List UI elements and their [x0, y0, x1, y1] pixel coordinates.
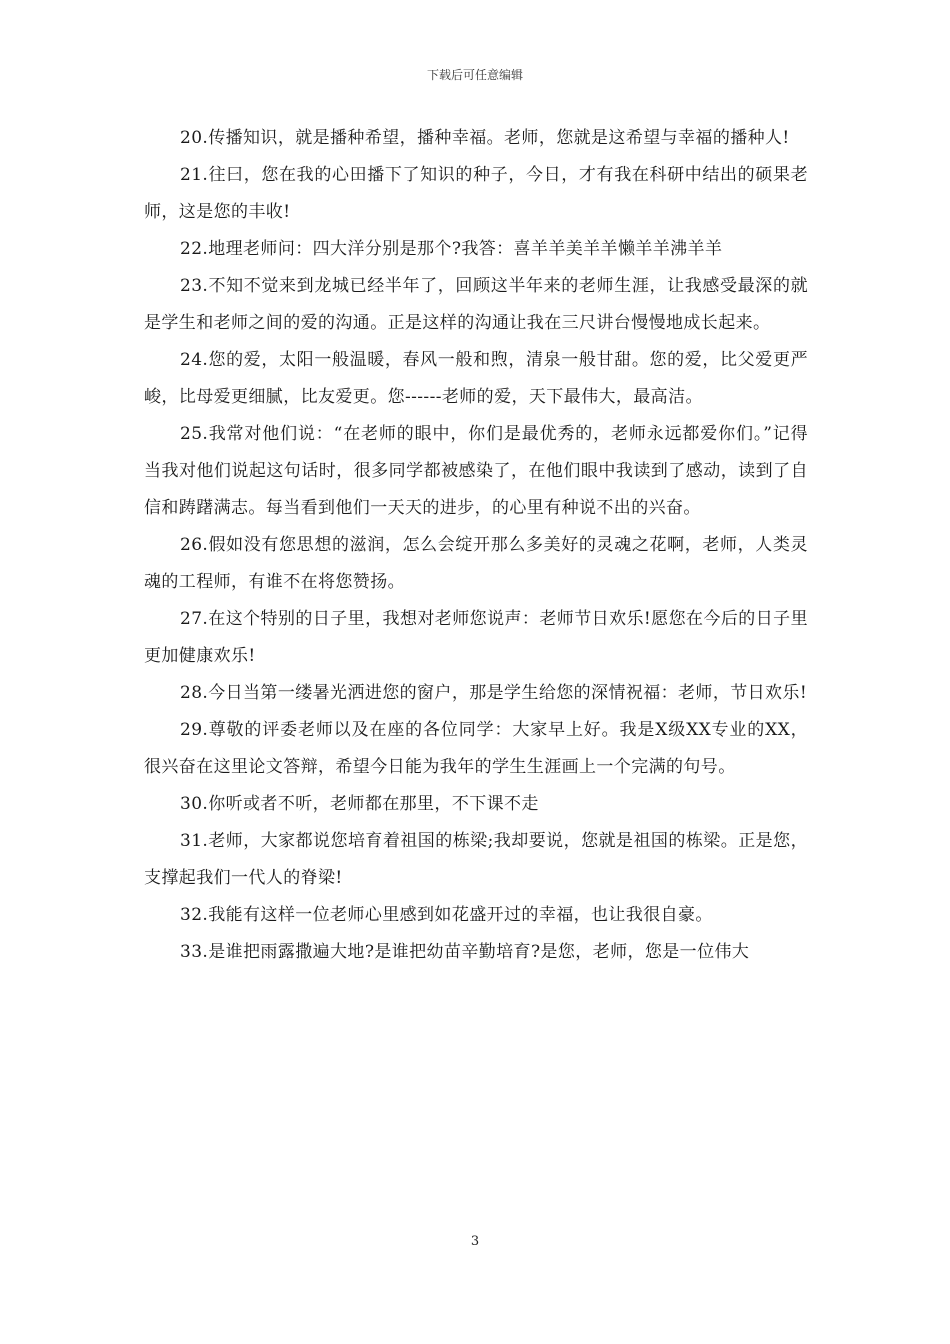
paragraph-29: 29.尊敬的评委老师以及在座的各位同学：大家早上好。我是X级XX专业的XX，很兴奋在这里论文答辩，希望今日能为我年的学生生涯画上一个完满的句号。 [144, 720, 808, 777]
paragraph-28: 28.今日当第一缕暑光洒进您的窗户，那是学生给您的深情祝福：老师，节日欢乐! [180, 683, 808, 703]
paragraph-25: 25.我常对他们说：“在老师的眼中，你们是最优秀的，老师永远都爱你们。”记得当我对他们说起这句话时，很多同学都被感染了，在他们眼中我读到了感动，读到了自信和踌躇满志。每当看到他们一天天的进步，的心里有种说不出的兴奋。 [144, 424, 808, 518]
paragraph-30: 30.你听或者不听，老师都在那里，不下课不走 [180, 794, 539, 814]
paragraph-20: 20.传播知识，就是播种希望，播种幸福。老师，您就是这希望与幸福的播种人! [180, 128, 790, 148]
document-body [144, 120, 808, 971]
paragraph-31: 31.老师，大家都说您培育着祖国的栋梁;我却要说，您就是祖国的栋梁。正是您，支撑起我们一代人的脊梁! [144, 831, 808, 888]
paragraph-23: 23.不知不觉来到龙城已经半年了，回顾这半年来的老师生涯，让我感受最深的就是学生和老师之间的爱的沟通。正是这样的沟通让我在三尺讲台慢慢地成长起来。 [144, 276, 808, 333]
paragraph-21: 21.往曰，您在我的心田播下了知识的种子，今日，才有我在科研中结出的硕果老师，这是您的丰收! [144, 165, 808, 222]
page-number: 3 [470, 1234, 480, 1249]
paragraph-24: 24.您的爱，太阳一般温暖，春风一般和煦，清泉一般甘甜。您的爱，比父爱更严峻，比母爱更细腻，比友爱更。您------老师的爱，天下最伟大，最高洁。 [144, 350, 808, 407]
paragraph-32: 32.我能有这样一位老师心里感到如花盛开过的幸福，也让我很自豪。 [180, 905, 713, 925]
page-header: 下载后可任意编辑 [426, 68, 523, 82]
paragraph-26: 26.假如没有您思想的滋润，怎么会绽开那么多美好的灵魂之花啊，老师，人类灵魂的工程师，有谁不在将您赞扬。 [144, 535, 808, 592]
paragraph-33: 33.是谁把雨露撒遍大地?是谁把幼苗辛勤培育?是您，老师，您是一位伟大 [180, 942, 750, 962]
paragraph-27: 27.在这个特别的日子里，我想对老师您说声：老师节日欢乐!愿您在今后的日子里更加健康欢乐! [144, 609, 808, 666]
paragraph-22: 22.地理老师问：四大洋分别是那个?我答：喜羊羊美羊羊懒羊羊沸羊羊 [180, 239, 723, 259]
